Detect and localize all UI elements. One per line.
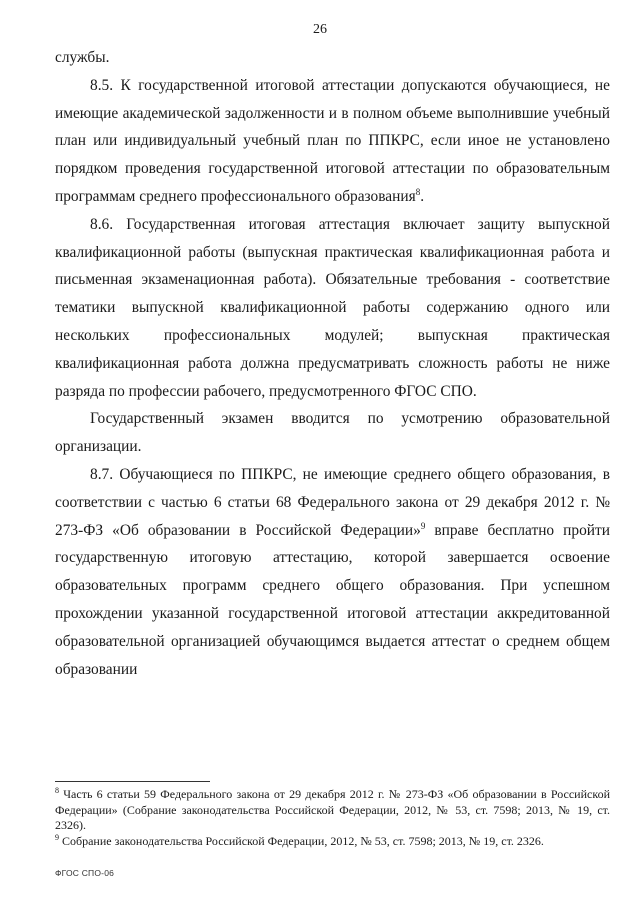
- footnote-text: Часть 6 статьи 59 Федерального закона от 29 декабря 2012 г. № 273-ФЗ «Об образовании в Российской Федерации» (Собрание законодательства Российской Федерации, 2012, № 53, ст. 7598; 2013, № 19, ст. 2326).: [55, 787, 610, 832]
- paragraph-text-continued: вправе бесплатно пройти государственную итоговую аттестацию, которой завершается освоение образовательных программ среднего общего образования. При успешном прохождении указанной государственной итоговой аттестации аккредитованной образовательной организацией обучающимся выдается аттестат о среднем общем образовании: [55, 521, 611, 678]
- footnote-9: [55, 834, 610, 850]
- page-number: 26: [313, 22, 327, 37]
- paragraph-text: 8.5. К государственной итоговой аттестации допускаются обучающиеся, не имеющие академической задолженности и в полном объеме выполнившие учебный план или индивидуальный учебный план по ППКРС, если иное не установлено порядком проведения государственной итоговой аттестации по образовательным программам среднего профессионального образования: [55, 76, 610, 205]
- footnote-mark: 9: [55, 832, 59, 842]
- paragraph-text-end: .: [420, 187, 425, 205]
- paragraph-8-7: [55, 461, 610, 683]
- paragraph-state-exam: Государственный экзамен вводится по усмотрению образовательной организации.: [55, 410, 610, 456]
- paragraph-text: 8.7. Обучающиеся по ППКРС, не имеющие среднего общего образования, в соответствии с частью 6 статьи 68 Федерального закона от 29 декабря 2012 г. № 273-ФЗ «Об образовании в Российской Федерации»: [55, 465, 610, 539]
- footnote-ref-9[interactable]: 9: [420, 520, 426, 531]
- document-body: [55, 44, 610, 683]
- footnote-8: [55, 787, 610, 834]
- footnote-text: Собрание законодательства Российской Федерации, 2012, № 53, ст. 7598; 2013, № 19, ст. 2326.: [62, 833, 544, 848]
- footnote-ref-8[interactable]: 8: [415, 186, 421, 197]
- footnote-separator: [55, 781, 210, 782]
- paragraph-8-5: [55, 72, 610, 211]
- paragraph-continuation: службы.: [55, 49, 110, 66]
- paragraph-8-6: 8.6. Государственная итоговая аттестация включает защиту выпускной квалификационной работы (выпускная практическая квалификационная работа и письменная экзаменационная работа). Обязательные требования - соответствие тематики выпускной квалификационной работы содержанию одного или нескольких профессиональных модулей; выпускная практическая квалификационная работа должна предусматривать сложность работы не ниже разряда по профессии рабочего, предусмотренного ФГОС СПО.: [55, 215, 610, 400]
- document-footer-label: ФГОС СПО-06: [55, 868, 115, 878]
- footnote-mark: 8: [55, 786, 59, 795]
- footnotes: [55, 787, 610, 849]
